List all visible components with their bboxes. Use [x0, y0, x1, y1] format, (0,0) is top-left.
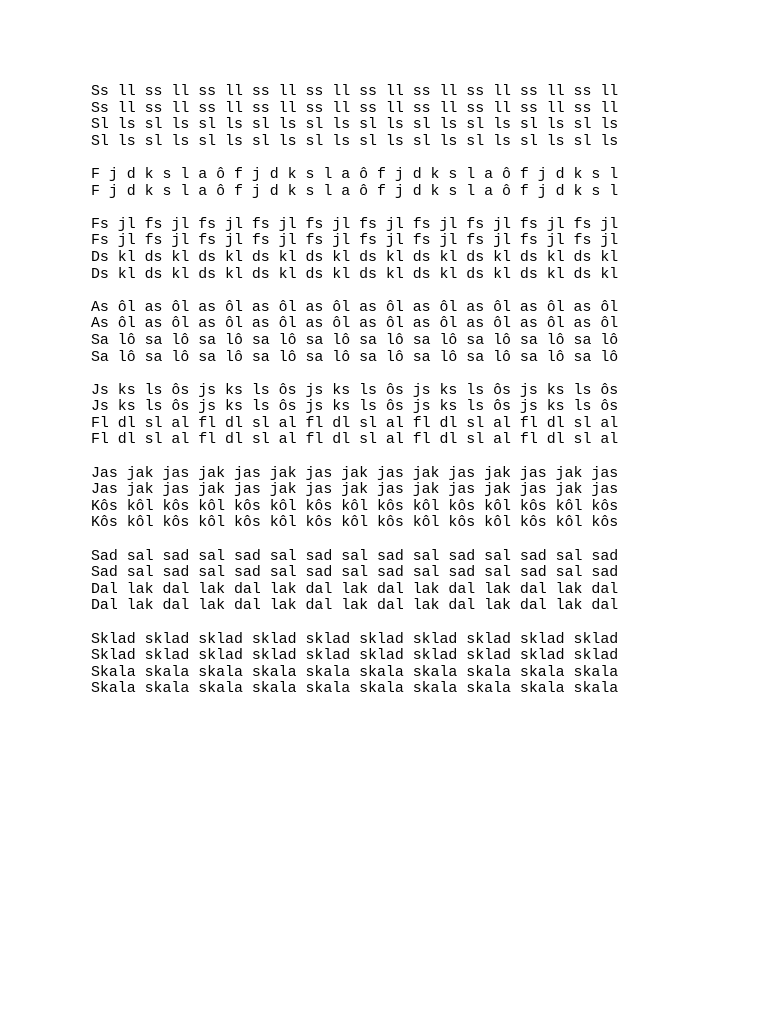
- exercise-line: F j d k s l a ô f j d k s l a ô f j d k s l a ô f j d k s l: [91, 183, 619, 200]
- exercise-line: Sl ls sl ls sl ls sl ls sl ls sl ls sl ls sl ls sl ls sl ls: [91, 133, 619, 150]
- exercise-group-jas-jak: [91, 466, 691, 532]
- exercise-line: Sl ls sl ls sl ls sl ls sl ls sl ls sl ls sl ls sl ls sl ls: [91, 117, 619, 134]
- exercise-line: Kôs kôl kôs kôl kôs kôl kôs kôl kôs kôl kôs kôl kôs kôl kôs: [91, 515, 619, 532]
- exercise-line: Dal lak dal lak dal lak dal lak dal lak dal lak dal lak dal: [91, 581, 619, 598]
- exercise-line: Kôs kôl kôs kôl kôs kôl kôs kôl kôs kôl kôs kôl kôs kôl kôs: [91, 498, 619, 515]
- exercise-line: Ds kl ds kl ds kl ds kl ds kl ds kl ds kl ds kl ds kl ds kl: [91, 249, 619, 266]
- exercise-line: As ôl as ôl as ôl as ôl as ôl as ôl as ôl as ôl as ôl as ôl: [91, 316, 619, 333]
- exercise-line: Sad sal sad sal sad sal sad sal sad sal sad sal sad sal sad: [91, 565, 619, 582]
- exercise-group-home-row: [91, 167, 691, 200]
- exercise-line: Dal lak dal lak dal lak dal lak dal lak dal lak dal lak dal: [91, 598, 619, 615]
- exercise-line: Js ks ls ôs js ks ls ôs js ks ls ôs js ks ls ôs js ks ls ôs: [91, 399, 619, 416]
- exercise-line: F j d k s l a ô f j d k s l a ô f j d k s l a ô f j d k s l: [91, 166, 619, 183]
- exercise-group-fs-jl: [91, 217, 691, 283]
- exercise-group-sklad-skala: [91, 632, 691, 698]
- exercise-group-js-ks: [91, 383, 691, 449]
- exercise-line: Ss ll ss ll ss ll ss ll ss ll ss ll ss ll ss ll ss ll ss ll: [91, 100, 619, 117]
- typing-exercise-page: [91, 84, 691, 715]
- exercise-line: Js ks ls ôs js ks ls ôs js ks ls ôs js ks ls ôs js ks ls ôs: [91, 382, 619, 399]
- exercise-group-ss-ll: [91, 84, 691, 150]
- exercise-line: Ds kl ds kl ds kl ds kl ds kl ds kl ds kl ds kl ds kl ds kl: [91, 266, 619, 283]
- exercise-line: Fl dl sl al fl dl sl al fl dl sl al fl dl sl al fl dl sl al: [91, 415, 619, 432]
- exercise-group-as-ol: [91, 300, 691, 366]
- exercise-line: Sklad sklad sklad sklad sklad sklad sklad sklad sklad sklad: [91, 648, 619, 665]
- exercise-line: Jas jak jas jak jas jak jas jak jas jak jas jak jas jak jas: [91, 465, 619, 482]
- exercise-line: Skala skala skala skala skala skala skala skala skala skala: [91, 664, 619, 681]
- exercise-line: Fs jl fs jl fs jl fs jl fs jl fs jl fs jl fs jl fs jl fs jl: [91, 216, 619, 233]
- exercise-line: As ôl as ôl as ôl as ôl as ôl as ôl as ôl as ôl as ôl as ôl: [91, 299, 619, 316]
- exercise-group-sad-sal: [91, 549, 691, 615]
- exercise-line: Sad sal sad sal sad sal sad sal sad sal sad sal sad sal sad: [91, 548, 619, 565]
- exercise-line: Ss ll ss ll ss ll ss ll ss ll ss ll ss ll ss ll ss ll ss ll: [91, 84, 619, 100]
- exercise-line: Fs jl fs jl fs jl fs jl fs jl fs jl fs jl fs jl fs jl fs jl: [91, 233, 619, 250]
- exercise-line: Fl dl sl al fl dl sl al fl dl sl al fl dl sl al fl dl sl al: [91, 432, 619, 449]
- exercise-line: Sa lô sa lô sa lô sa lô sa lô sa lô sa lô sa lô sa lô sa lô: [91, 332, 619, 349]
- exercise-line: Sklad sklad sklad sklad sklad sklad sklad sklad sklad sklad: [91, 631, 619, 648]
- exercise-line: Jas jak jas jak jas jak jas jak jas jak jas jak jas jak jas: [91, 482, 619, 499]
- exercise-line: Sa lô sa lô sa lô sa lô sa lô sa lô sa lô sa lô sa lô sa lô: [91, 349, 619, 366]
- exercise-line: Skala skala skala skala skala skala skala skala skala skala: [91, 681, 619, 698]
